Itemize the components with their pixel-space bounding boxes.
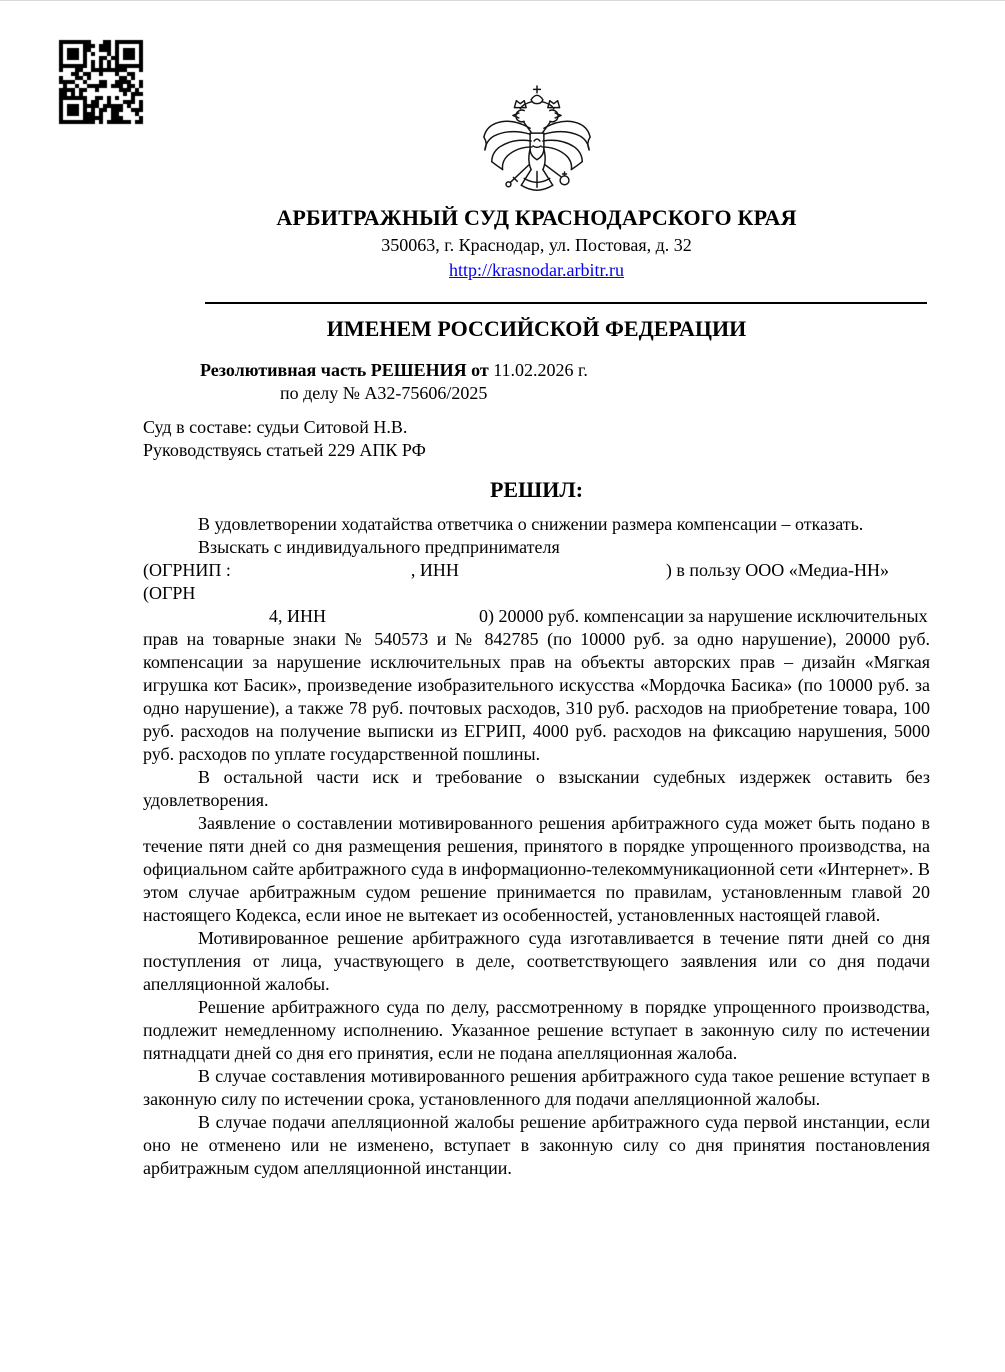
court-website-link[interactable]: http://krasnodar.arbitr.ru [449,260,624,280]
header-divider [205,302,927,304]
paragraph: Взыскать с индивидуального предпринимателя [198,537,560,557]
resolutive-part-label: Резолютивная часть РЕШЕНИЯ от [200,360,489,380]
court-composition-block [143,416,930,462]
resolutive-part-line [143,359,930,382]
court-name: АРБИТРАЖНЫЙ СУД КРАСНОДАРСКОГО КРАЯ [276,205,797,230]
paragraph: Мотивированное решение арбитражного суда изготавливается в течение пяти дней со дня поступления от лица, участвующего в деле, соответствующего заявления или со дня подачи апелляционной жалобы. [143,928,930,994]
paragraph: Заявление о составлении мотивированного решения арбитражного суда может быть подано в течение пяти дней со дня размещения решения, принятого в порядке упрощенного производства, на официальном сайте арбитражного суда в информационно-телекоммуникационной сети «Интернет». В этом случае арбитражным судом решение принимается по правилам, установленным главой 20 настоящего Кодекса, если иное не вытекает из особенностей, установленных настоящей главой. [143,813,930,925]
paragraph: (ОГРНИП : , ИНН ) в пользу ООО «Медиа-НН» (ОГРН [143,560,894,603]
decided-heading: РЕШИЛ: [489,477,584,502]
case-number-line: по делу № А32-75606/2025 [280,383,488,403]
paragraph: В остальной части иск и требование о взыскании судебных издержек оставить без удовлетворения. [143,767,930,810]
paragraph: Решение арбитражного суда по делу, рассмотренному в порядке упрощенного производства, подлежит немедленному исполнению. Указанное решение вступает в законную силу по истечении пятнадцати дней со дня его принятия, если не подана апелляционная жалоба. [143,997,930,1063]
paragraph: В случае подачи апелляционной жалобы решение арбитражного суда первой инстанции, если оно не отменено или не изменено, вступает в законную силу со дня принятия постановления арбитражным судом апелляционной инстанции. [143,1112,930,1178]
document-header [0,1,1005,281]
paragraph: прав на товарные знаки № 540573 и № 842785 (по 10000 руб. за одно нарушение), 20000 руб. компенсации за нарушение исключительных прав на объекты авторских прав – дизайн «Мягкая игрушка кот Басик», произведение изобразительного искусства «Мордочка Басика» (по 10000 руб. за одно нарушение), а также 78 руб. почтовых расходов, 310 руб. расходов на приобретение товара, 100 руб. расходов на получение выписки из ЕГРИП, 4000 руб. расходов на фиксацию нарушения, 5000 руб. расходов по уплате государственной пошлины. [143,629,930,764]
paragraph: 4, ИНН 0) 20000 руб. компенсации за нарушение исключительных [143,606,928,626]
court-website-row [68,260,1005,281]
paragraph: В удовлетворении ходатайства ответчика о снижении размера компенсации – отказать. [198,514,864,534]
paragraph: В случае составления мотивированного решения арбитражного суда такое решение вступает в законную силу по истечении срока, установленного для подачи апелляционной жалобы. [143,1066,930,1109]
in-the-name-title: ИМЕНЕМ РОССИЙСКОЙ ФЕДЕРАЦИИ [326,316,747,341]
resolutive-part-date: 11.02.2026 г. [493,360,588,380]
court-composition-line: Суд в составе: судьи Ситовой Н.В. [143,417,408,437]
document-content [143,317,930,1180]
guided-by-line: Руководствуясь статьей 229 АПК РФ [143,440,426,460]
qr-code [58,39,144,125]
coat-of-arms-emblem [478,84,596,202]
decision-body [143,513,930,1180]
court-address: 350063, г. Краснодар, ул. Постовая, д. 32 [381,235,692,255]
